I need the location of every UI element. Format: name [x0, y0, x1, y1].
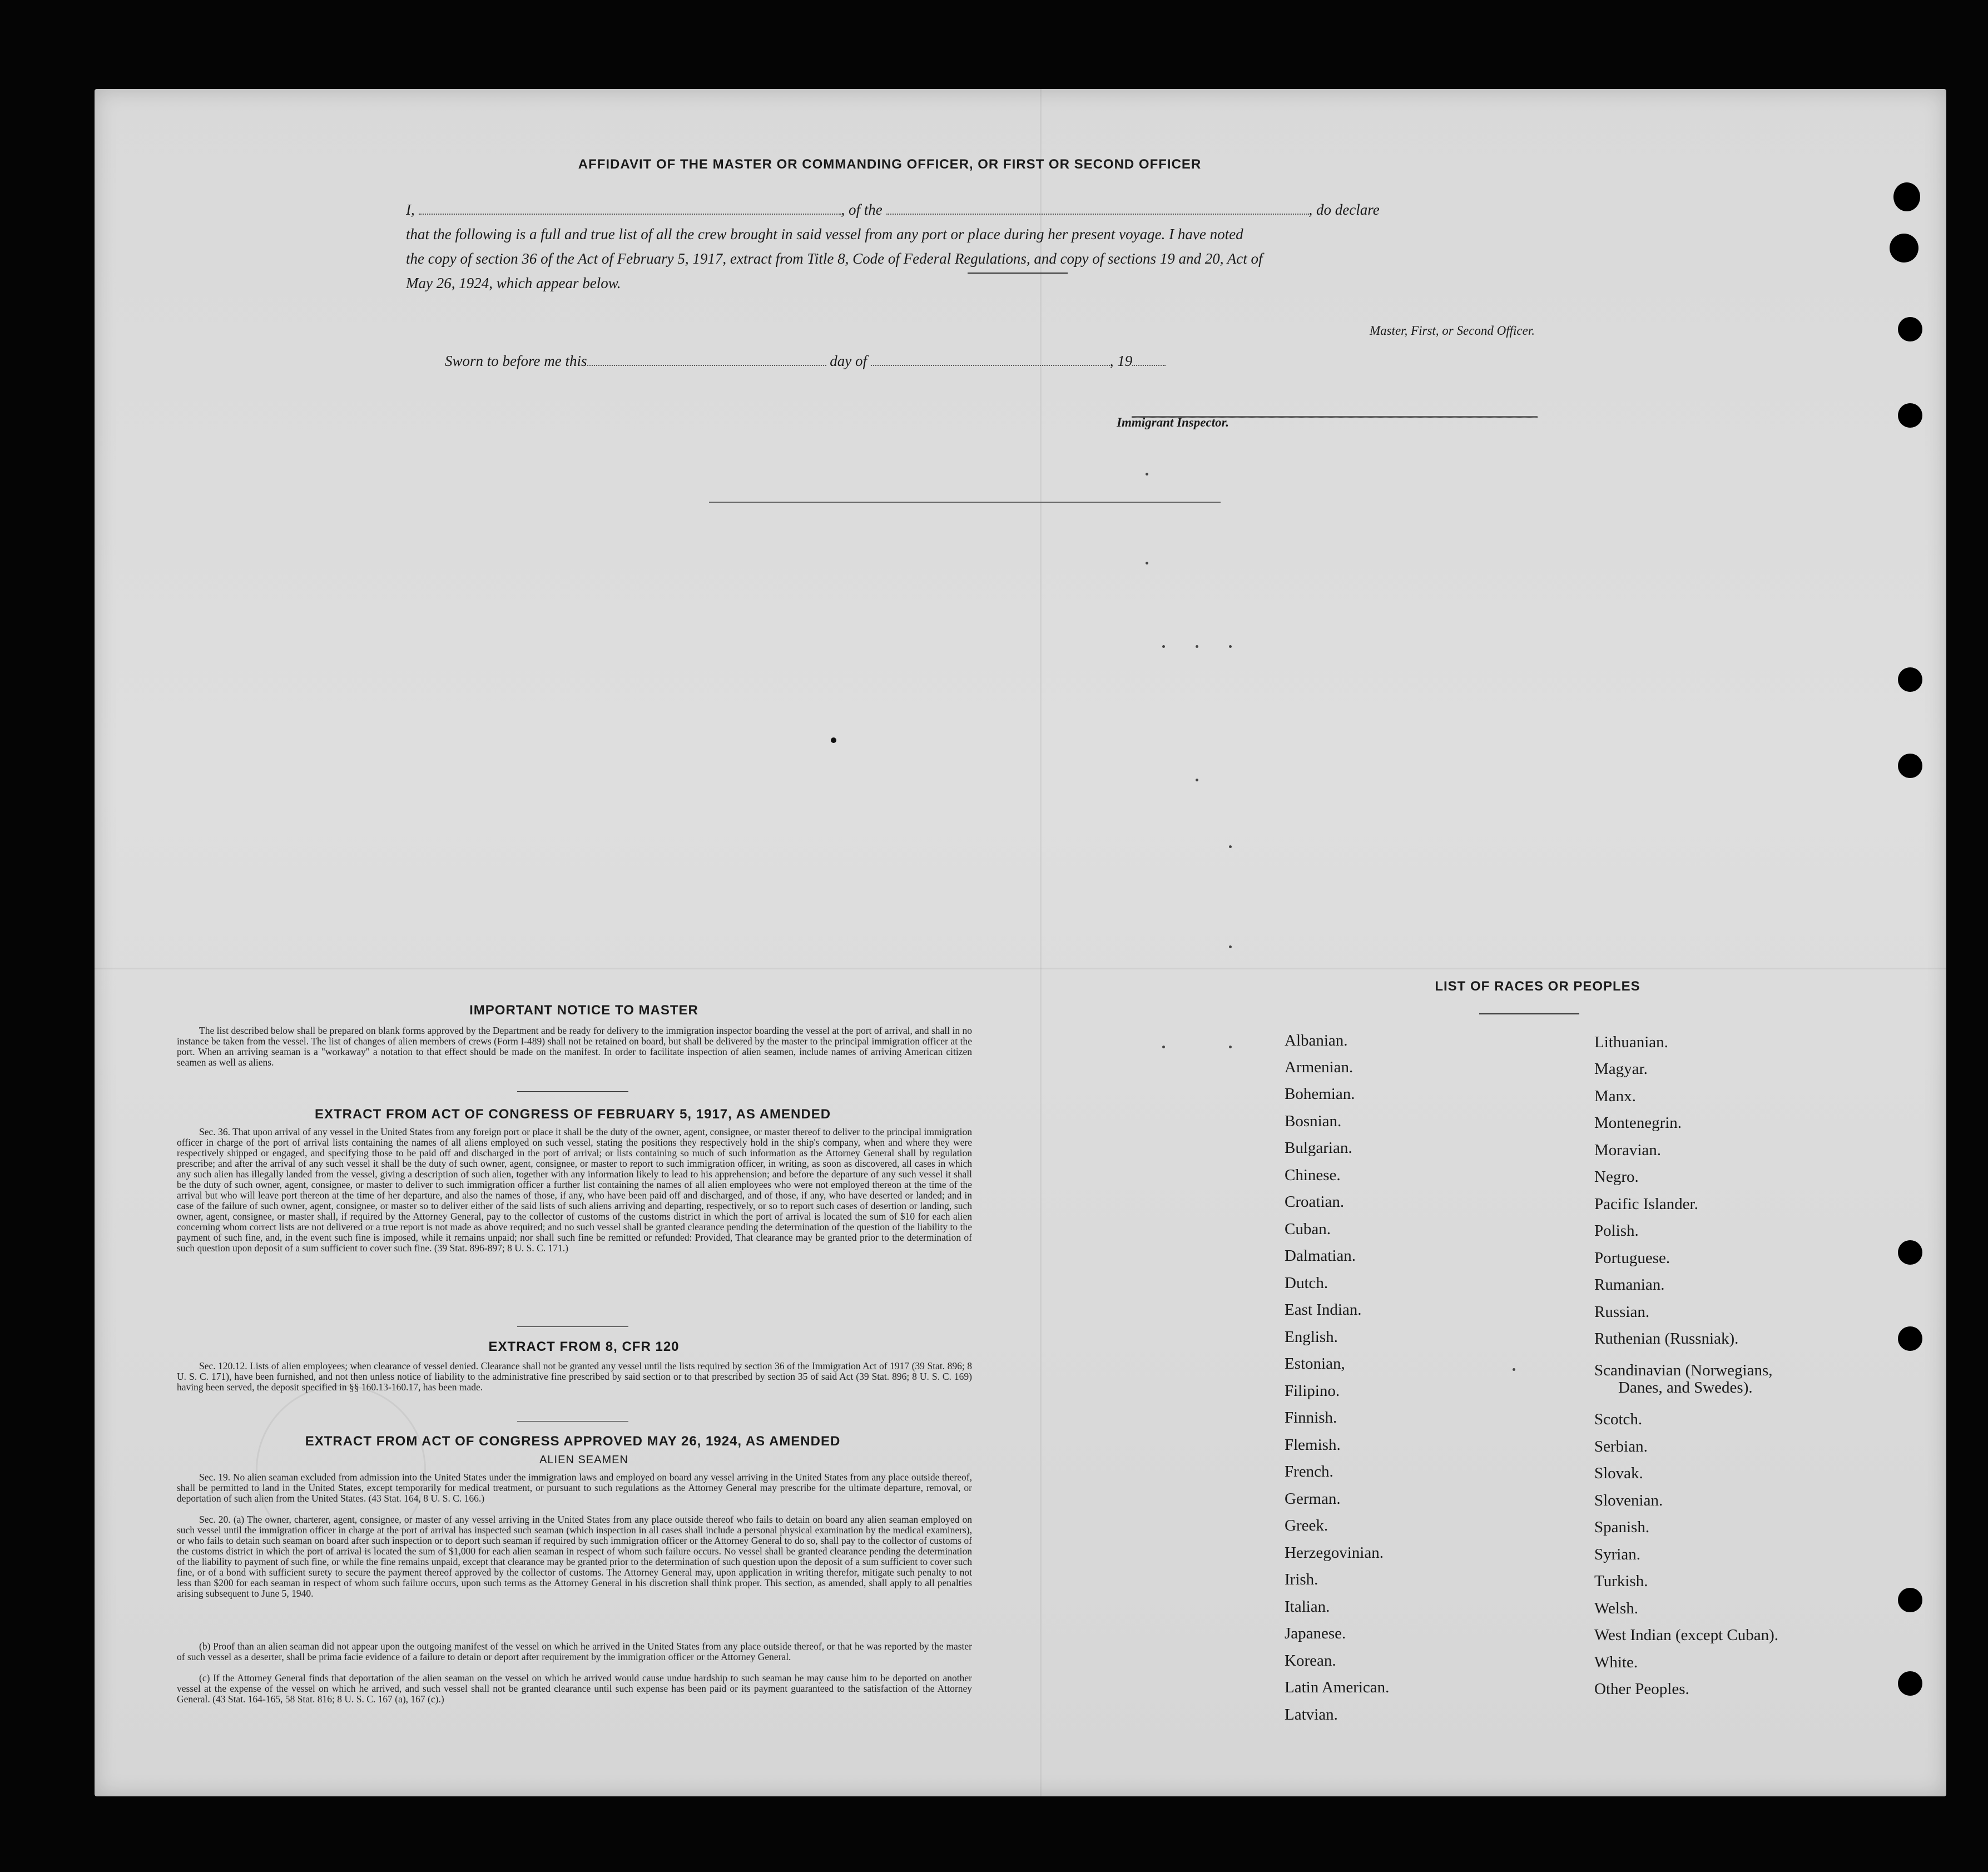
extract-1917-body: Sec. 36. That upon arrival of any vessel in the United States from any foreign port or place it shall be the duty of the owner, agent, consignee, or master thereof to deliver to the principal immigration officer in charge of the port of arrival lists containing the names of all aliens employed on such vessel, stating the positions they respectively hold in the ship's company, when and where they were respectively shipped or engaged, and specifying those to be paid off and discharged in the port of arrival; or lists containing so much of such information as the Attorney General shall by regulation prescribe; and after the arrival of any such vessel it shall be the duty of such owner, agent, consignee, or master to report to such immigration officer, in writing, as soon as discovered, all cases in which any such alien has illegally landed from the vessel, giving a description of such alien, together with any information likely to lead to his apprehension; and before the departure of any such vessel it shall be the duty of such owner, agent, consignee, or master to deliver to such immigration officer a further list containing the names of all alien employees who were not employed thereon at the time of the arrival but who will leave port thereon at the time of her departure, and also the names of those, if any, who have been paid off and discharged, and of those, if any, who have deserted or landed; and in case of the failure of such owner, agent, consignee, or master so to deliver either of the said lists of such aliens arriving and departing, respectively, or so to report such cases of desertion or landing, such owner, agent, consignee, or master shall, if required by the Attorney General, pay to the collector of customs of the customs district in which the port of arrival is located the sum of $10 for each alien concerning whom correct lists are not delivered or a true report is not made as above required; and no such vessel shall be granted clearance pending the determination of the question of the liability to the payment of such fine, and, in the event such fine is imposed, while it remains unpaid; nor shall such fine be remitted or refunded: Provided, That clearance may be granted prior to the determination of such question upon deposit of a sum sufficient to cover such fine. (39 Stat. 896-897; 8 U. S. C. 171.): [177, 1126, 972, 1254]
races-title: LIST OF RACES OR PEOPLES: [1435, 979, 1640, 994]
race-item: Syrian.: [1594, 1546, 1640, 1563]
race-item: Slovak.: [1594, 1464, 1643, 1482]
extract-1924-title: EXTRACT FROM ACT OF CONGRESS APPROVED MAY 26, 1924, AS AMENDED: [305, 1434, 841, 1449]
race-item: Negro.: [1594, 1168, 1639, 1186]
ink-speck: [1229, 1046, 1232, 1048]
section-20a-body: Sec. 20. (a) The owner, charterer, agent, consignee, or master of any vessel arriving in the United States from any place outside thereof who fails to detain on board any alien seaman employed on such vessel until the immigration officer in charge at the port of arrival has inspected such seaman (which inspection in all cases shall include a personal physical examination by the medical examiners), or who fails to detain such seaman on board after such inspection or to deport such seaman if required by such immigration officer or the Attorney General to do so, shall pay to the collector of customs of the customs district in which the port of arrival is located the sum of $1,000 for each alien seaman in respect of whom such failure occurs. No vessel shall be granted clearance pending the determination of the liability to payment of such fine, or while the fine remains unpaid, except that clearance may be granted prior to the determination of such question upon the deposit of a sum sufficient to cover such fine, or of a bond with sufficient surety to secure the payment thereof approved by the collector of customs. The Attorney General may, upon application in writing therefor, mitigate such penalty to not less than $200 for each seaman in respect of whom such failure occurs, upon such terms as the Attorney General in his discretion shall think proper. This section, as amended, shall apply to all penalties arising subsequent to June 5, 1940.: [177, 1514, 972, 1599]
race-item: Finnish.: [1285, 1409, 1337, 1427]
race-item: Korean.: [1285, 1652, 1336, 1670]
section-divider: [517, 1326, 628, 1327]
punch-hole: [1898, 1671, 1922, 1696]
punch-hole: [1898, 1326, 1922, 1351]
ink-speck: [1229, 645, 1232, 648]
race-item: Montenegrin.: [1594, 1114, 1682, 1132]
punch-hole: [1898, 1588, 1922, 1612]
race-item: Filipino.: [1285, 1382, 1340, 1400]
punch-hole: [1898, 403, 1922, 428]
race-item: Bosnian.: [1285, 1112, 1342, 1130]
race-item: Magyar.: [1594, 1060, 1648, 1078]
notice-body: The list described below shall be prepared on blank forms approved by the Department and be ready for delivery to the immigration inspector boarding the vessel at the port of arrival, and shall in no instance be taken from the vessel. The list of changes of alien members of crews (Form I-489) shall not be retained on board, but shall be delivered by the master to the principal immigration officer at the port. When an arriving seaman is a "workaway" a notation to that effect should be made on the manifest. In order to facilitate inspection of alien seamen, include names of arriving American citizen seamen as well as aliens.: [177, 1025, 972, 1068]
affidavit-line-4: May 26, 1924, which appear below.: [406, 275, 621, 291]
inspector-signature-line[interactable]: [709, 502, 1221, 503]
race-item: Ruthenian (Russniak).: [1594, 1330, 1739, 1348]
race-item: Lithuanian.: [1594, 1033, 1668, 1051]
punch-hole: [1898, 1240, 1922, 1265]
race-item: West Indian (except Cuban).: [1594, 1626, 1779, 1644]
race-item: Spanish.: [1594, 1518, 1650, 1536]
race-item: Croatian.: [1285, 1193, 1345, 1211]
race-item: Dalmatian.: [1285, 1247, 1356, 1265]
master-name-field[interactable]: [419, 214, 841, 215]
race-item: Armenian.: [1285, 1058, 1354, 1076]
punch-hole: [1890, 234, 1918, 263]
race-item: Welsh.: [1594, 1599, 1639, 1617]
section-20b-body: (b) Proof than an alien seaman did not appear upon the outgoing manifest of the vessel on which he arrived in the United States from any place outside thereof, or that he was reported by the master of such vessel as a deserter, shall be prima facie evidence of a failure to detain or deport after requirement by the immigration officer or the Attorney General.: [177, 1641, 972, 1662]
race-item: Latin American.: [1285, 1678, 1390, 1696]
ink-speck: [1146, 562, 1148, 564]
race-item: German.: [1285, 1490, 1341, 1508]
notice-title: IMPORTANT NOTICE TO MASTER: [469, 1003, 698, 1018]
punch-hole: [1893, 182, 1920, 211]
race-item: Greek.: [1285, 1517, 1328, 1534]
master-signature-label: Master, First, or Second Officer.: [1369, 324, 1535, 338]
ink-speck: [1229, 945, 1232, 948]
ink-speck: [1162, 645, 1165, 648]
race-item: Turkish.: [1594, 1572, 1648, 1590]
race-item: Flemish.: [1285, 1436, 1341, 1454]
race-item: Scotch.: [1594, 1410, 1643, 1428]
ink-speck: [1196, 779, 1198, 781]
race-item: Estonian,: [1285, 1355, 1345, 1373]
races-divider: [1479, 1013, 1579, 1014]
race-item: Irish.: [1285, 1571, 1318, 1588]
sworn-day-of-label: day of: [830, 353, 867, 369]
punch-hole: [1898, 667, 1922, 692]
race-item: White.: [1594, 1653, 1638, 1671]
race-item: Scandinavian (Norwegians,: [1594, 1361, 1773, 1379]
section-19-body: Sec. 19. No alien seaman excluded from admission into the United States under the immigration laws and employed on board any vessel arriving in the United States from any place outside thereof, shall be permitted to land in the United States, except temporarily for medical treatment, or pursuant to such regulations as the Attorney General may prescribe for the ultimate departure, removal, or deportation of such alien from the United States. (43 Stat. 164, 8 U. S. C. 166.): [177, 1472, 972, 1504]
section-divider: [517, 1421, 628, 1422]
race-item: Albanian.: [1285, 1032, 1348, 1049]
race-item: Pacific Islander.: [1594, 1195, 1698, 1213]
ink-speck: [1196, 645, 1198, 648]
extract-cfr-title: EXTRACT FROM 8, CFR 120: [488, 1339, 680, 1354]
affidavit-line-1: [406, 197, 1446, 222]
fold-crease-vertical: [1040, 89, 1042, 1796]
affidavit-of-the-label: , of the: [841, 201, 883, 218]
race-item: Herzegovinian.: [1285, 1544, 1384, 1562]
sworn-year-field[interactable]: [1132, 365, 1166, 366]
race-item: Dutch.: [1285, 1274, 1328, 1292]
race-item: East Indian.: [1285, 1301, 1362, 1319]
affidavit-line-3: the copy of section 36 of the Act of February 5, 1917, extract from Title 8, Code of Federal Regulations, and copy of sections 19 and 20, Act of: [406, 250, 1263, 267]
race-item: Slovenian.: [1594, 1492, 1663, 1509]
ink-speck: [1513, 1368, 1515, 1371]
inspector-signature-label: Immigrant Inspector.: [1117, 415, 1229, 429]
section-divider: [517, 1091, 628, 1092]
race-item: Other Peoples.: [1594, 1680, 1689, 1698]
race-item: Japanese.: [1285, 1625, 1346, 1642]
extract-1917-title: EXTRACT FROM ACT OF CONGRESS OF FEBRUARY 5, 1917, AS AMENDED: [314, 1107, 831, 1122]
race-item: Moravian.: [1594, 1141, 1661, 1159]
race-item: Danes, and Swedes).: [1618, 1379, 1753, 1396]
race-item: English.: [1285, 1328, 1338, 1346]
punch-hole: [1898, 754, 1922, 778]
ink-speck: [831, 737, 836, 743]
section-20c-body: (c) If the Attorney General finds that deportation of the alien seaman on the vessel on which he arrived would cause undue hardship to such seaman he may cause him to be deported on another vessel at the expense of the vessel on which he arrived, and such vessel shall not be granted clearance until such expense has been paid or its payment guaranteed to the satisfaction of the Attorney General. (43 Stat. 164-165, 58 Stat. 816; 8 U. S. C. 167 (a), 167 (c).): [177, 1672, 972, 1705]
affidavit-i-label: I,: [406, 201, 415, 218]
extract-cfr-body: Sec. 120.12. Lists of alien employees; when clearance of vessel denied. Clearance shall not be granted any vessel until the lists required by section 36 of the Immigration Act of 1917 (39 Stat. 896; 8 U. S. C. 171), have been furnished, and not then unless notice of liability to the administrative fine prescribed by said section or to that prescribed by section 35 of said Act (39 Stat. 896; 8 U. S. C. 169) having been served, the deposit specified in §§ 160.13-160.17, has been made.: [177, 1360, 972, 1393]
race-item: French.: [1285, 1463, 1333, 1480]
ink-speck: [1146, 473, 1148, 476]
sworn-month-field[interactable]: [871, 365, 1110, 366]
race-item: Manx.: [1594, 1087, 1636, 1105]
fold-crease-horizontal: [95, 968, 1946, 969]
affidavit-line-2: that the following is a full and true list of all the crew brought in said vessel from any port or place during her present voyage. I have noted: [406, 226, 1243, 242]
sworn-year-label: , 19: [1109, 353, 1133, 369]
punch-hole: [1898, 317, 1922, 341]
ink-speck: [1229, 845, 1232, 848]
race-item: Bohemian.: [1285, 1085, 1355, 1103]
sworn-line: [445, 353, 1390, 370]
sworn-prefix-label: Sworn to before me this: [445, 353, 587, 369]
race-item: Russian.: [1594, 1303, 1650, 1321]
race-item: Serbian.: [1594, 1438, 1648, 1455]
extract-1924-subtitle: ALIEN SEAMEN: [539, 1454, 628, 1466]
race-item: Polish.: [1594, 1222, 1639, 1240]
race-item: Cuban.: [1285, 1220, 1331, 1238]
race-item: Italian.: [1285, 1598, 1330, 1616]
race-item: Bulgarian.: [1285, 1139, 1352, 1157]
vessel-name-field[interactable]: [886, 214, 1309, 215]
race-item: Latvian.: [1285, 1706, 1338, 1724]
ink-speck: [1162, 1046, 1165, 1048]
race-item: Rumanian.: [1594, 1276, 1665, 1294]
race-item: Chinese.: [1285, 1166, 1341, 1184]
affidavit-do-declare-label: , do declare: [1308, 201, 1380, 218]
affidavit-title: AFFIDAVIT OF THE MASTER OR COMMANDING OFFICER, OR FIRST OR SECOND OFFICER: [578, 157, 1202, 172]
race-item: Portuguese.: [1594, 1249, 1670, 1267]
sworn-day-field[interactable]: [587, 365, 826, 366]
